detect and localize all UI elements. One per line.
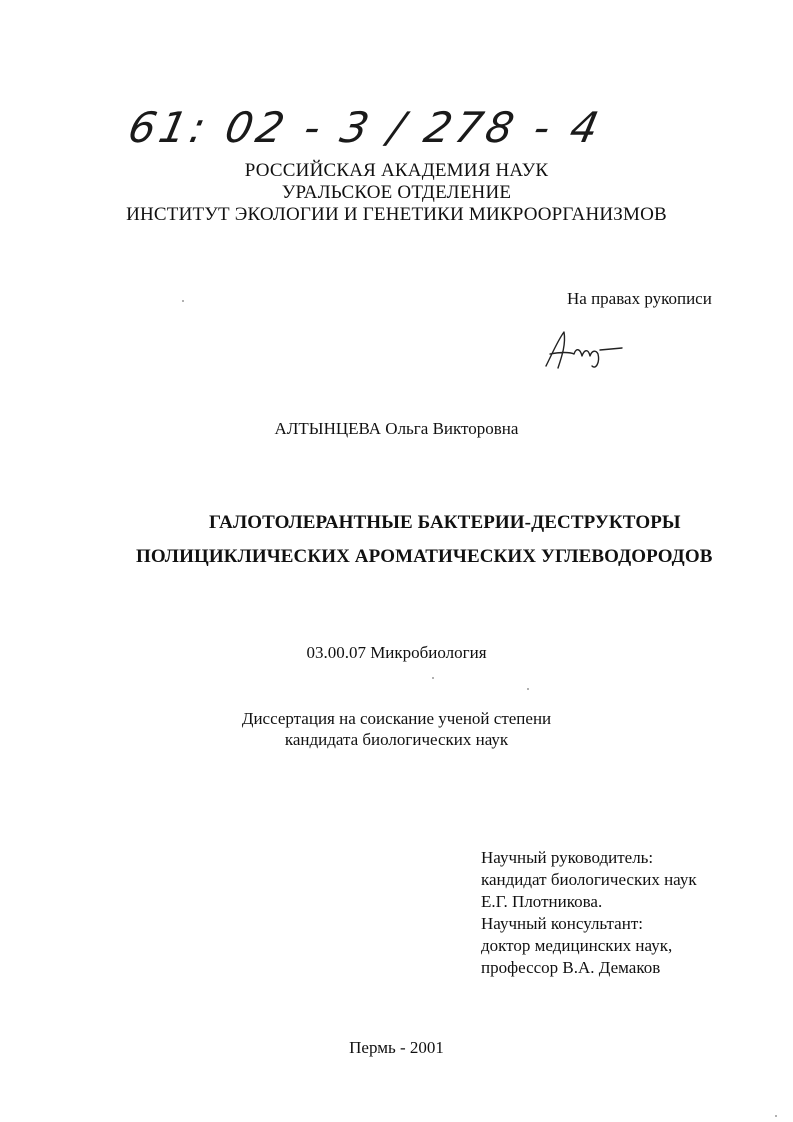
scan-speck (775, 1115, 777, 1117)
title-line-2: ПОЛИЦИКЛИЧЕСКИХ АРОМАТИЧЕСКИХ УГЛЕВОДОРОДОВ (136, 546, 713, 567)
degree-line-1: Диссертация на соискание ученой степени (241, 709, 552, 728)
advisor-line: кандидат биологических наук (481, 870, 697, 889)
manuscript-rights: На правах рукописи (567, 289, 712, 308)
advisor-line: Научный руководитель: (481, 848, 654, 867)
scan-speck (527, 688, 529, 690)
advisors-block (481, 847, 697, 979)
institution-line-3: ИНСТИТУТ ЭКОЛОГИИ И ГЕНЕТИКИ МИКРООРГАНИЗМОВ (126, 204, 667, 225)
institution-line-2: УРАЛЬСКОЕ ОТДЕЛЕНИЕ (281, 182, 512, 203)
advisor-line: профессор В.А. Демаков (481, 958, 661, 977)
institution-line-1: РОССИЙСКАЯ АКАДЕМИЯ НАУК (244, 160, 549, 181)
archive-number-text: 61: 02 - 3 / 278 - 4 (123, 104, 607, 153)
advisor-line: доктор медицинских наук, (481, 936, 673, 955)
advisor-line: Е.Г. Плотникова. (481, 892, 603, 911)
author-name: АЛТЫНЦЕВА Ольга Викторовна (274, 419, 519, 438)
scan-speck (432, 677, 434, 679)
handwritten-archive-number (123, 100, 607, 160)
specialty-code: 03.00.07 Микробиология (306, 643, 487, 662)
title-line-1: ГАЛОТОЛЕРАНТНЫЕ БАКТЕРИИ-ДЕСТРУКТОРЫ (209, 512, 681, 533)
degree-line-2: кандидата биологических наук (284, 730, 509, 749)
scan-speck (182, 300, 184, 302)
signature-image (540, 326, 630, 374)
place-year: Пермь - 2001 (349, 1038, 444, 1057)
advisor-line: Научный консультант: (481, 914, 643, 933)
